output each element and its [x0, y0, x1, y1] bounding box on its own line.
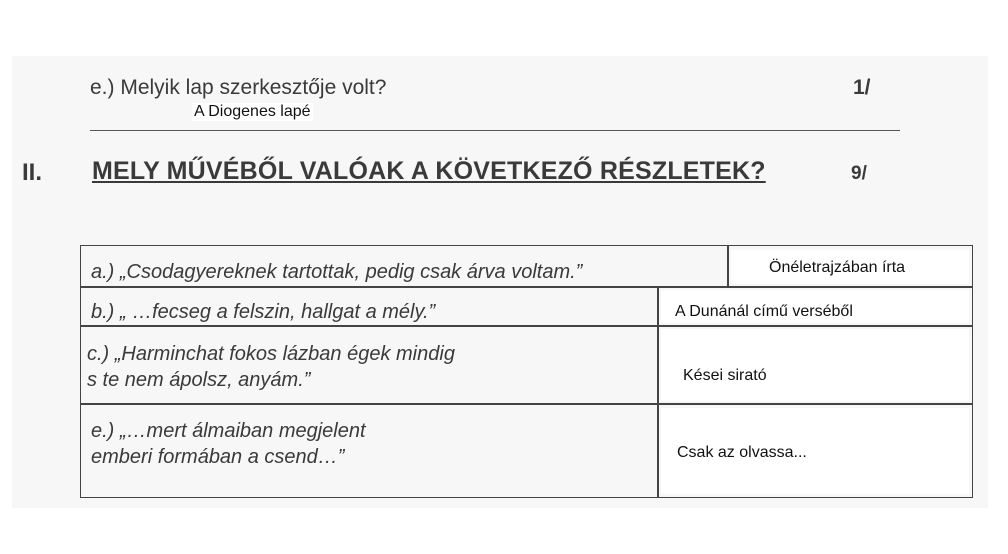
answer-b: A Dunánál című verséből — [675, 303, 853, 320]
quote-a: a.) „Csodagyereknek tartottak, pedig csak árva voltam.” — [91, 261, 583, 283]
answer-c-box — [661, 329, 969, 401]
answer-line — [90, 130, 900, 131]
section-score: 9/ — [851, 163, 867, 184]
answer-b-box — [661, 290, 969, 323]
section-title: MELY MŰVÉBŐL VALÓAK A KÖVETKEZŐ RÉSZLETEK? — [92, 157, 766, 185]
answer-a-box — [731, 250, 969, 284]
quote-e-line1: e.) „…mert álmaiban megjelent — [91, 420, 366, 442]
quotes-table — [80, 245, 973, 498]
question-e-score: 1/ — [853, 76, 871, 99]
quote-e-line2: emberi formában a csend…” — [91, 446, 345, 468]
column-divider — [727, 246, 729, 286]
quote-c-line2: s te nem ápolsz, anyám.” — [87, 369, 311, 391]
row-divider — [81, 403, 972, 405]
quote-c — [87, 341, 455, 393]
quote-b: b.) „ …fecseg a felszin, hallgat a mély.” — [91, 301, 436, 323]
section-number: II. — [22, 159, 43, 186]
question-e-text: e.) Melyik lap szerkesztője volt? — [90, 76, 387, 99]
question-e-answer: A Diogenes lapé — [194, 103, 311, 120]
answer-a: Önéletrajzában írta — [769, 259, 906, 276]
row-divider — [81, 325, 972, 327]
answer-e-box — [661, 408, 969, 494]
column-divider — [657, 286, 659, 497]
quote-e — [91, 418, 366, 470]
row-divider — [81, 286, 972, 288]
answer-c: Kései sirató — [683, 367, 767, 384]
quote-c-line1: c.) „Harminchat fokos lázban égek mindig — [87, 343, 455, 365]
answer-e: Csak az olvassa... — [677, 444, 807, 461]
